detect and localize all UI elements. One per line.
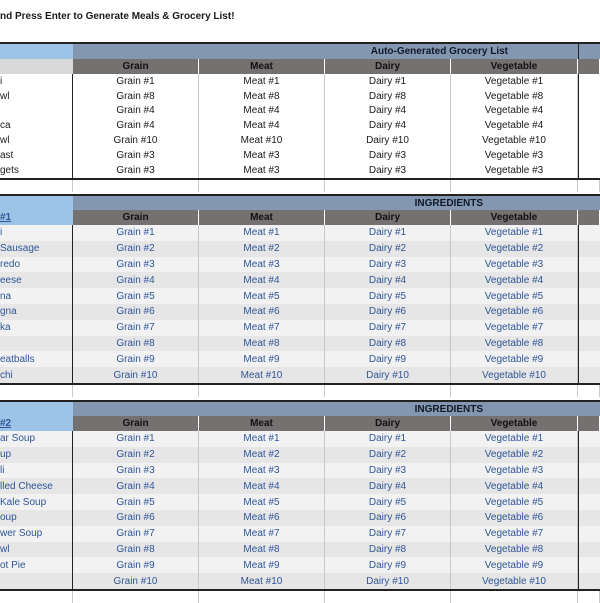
- extra-cell[interactable]: [578, 304, 600, 320]
- table-row: [0, 163, 600, 178]
- meat-cell[interactable]: Meat #1: [199, 225, 325, 241]
- grocery-corner-cell[interactable]: [0, 42, 73, 59]
- vegetable-cell[interactable]: Vegetable #6: [451, 510, 578, 526]
- dairy-cell[interactable]: Dairy #4: [325, 272, 451, 288]
- meal-name-cell[interactable]: ast: [0, 148, 73, 163]
- vegetable-cell[interactable]: Vegetable #10: [451, 573, 578, 589]
- ingredients-1-title: INGREDIENTS: [73, 194, 600, 210]
- table-row: [0, 573, 600, 589]
- table-row: [0, 526, 600, 542]
- meal-name-cell[interactable]: [0, 104, 73, 119]
- extra-cell[interactable]: [578, 241, 600, 257]
- grain-cell[interactable]: Grain #3: [73, 148, 199, 163]
- table-row: [0, 272, 600, 288]
- empty-cell[interactable]: [325, 385, 451, 397]
- meat-cell[interactable]: Meat #5: [199, 494, 325, 510]
- meat-cell[interactable]: Meat #4: [199, 272, 325, 288]
- extra-cell[interactable]: [578, 163, 600, 178]
- table-row: [0, 257, 600, 273]
- meat-cell[interactable]: Meat #1: [199, 74, 325, 89]
- vegetable-cell[interactable]: Vegetable #10: [451, 367, 578, 383]
- grain-cell[interactable]: Grain #1: [73, 225, 199, 241]
- meal-name-cell[interactable]: wl: [0, 133, 73, 148]
- col-header-dairy: Dairy: [325, 416, 451, 431]
- meal-name-cell[interactable]: [0, 336, 73, 352]
- empty-cell[interactable]: [0, 591, 73, 603]
- meal-name-cell[interactable]: i: [0, 225, 73, 241]
- grain-cell[interactable]: Grain #3: [73, 463, 199, 479]
- meal-name-cell[interactable]: ka: [0, 320, 73, 336]
- grocery-title-extra-cell[interactable]: [578, 42, 600, 59]
- empty-cell[interactable]: [578, 180, 600, 192]
- meal-name-cell[interactable]: ar Soup: [0, 431, 73, 447]
- table-row: [0, 478, 600, 494]
- empty-cell[interactable]: [73, 385, 199, 397]
- meat-cell[interactable]: Meat #8: [199, 89, 325, 104]
- empty-cell[interactable]: [578, 591, 600, 603]
- extra-cell[interactable]: [578, 526, 600, 542]
- empty-cell[interactable]: [0, 180, 73, 192]
- table-row: [0, 447, 600, 463]
- grain-cell[interactable]: Grain #9: [73, 557, 199, 573]
- grain-cell[interactable]: Grain #1: [73, 431, 199, 447]
- table-row: [0, 557, 600, 573]
- extra-cell[interactable]: [578, 351, 600, 367]
- meal-name-cell[interactable]: chi: [0, 367, 73, 383]
- meat-cell[interactable]: Meat #7: [199, 320, 325, 336]
- grain-cell[interactable]: Grain #2: [73, 447, 199, 463]
- dairy-cell[interactable]: Dairy #4: [325, 104, 451, 119]
- meal-name-cell[interactable]: wl: [0, 89, 73, 104]
- col-header-extra[interactable]: [578, 416, 600, 431]
- table-row: [0, 542, 600, 558]
- extra-cell[interactable]: [578, 118, 600, 133]
- extra-cell[interactable]: [578, 74, 600, 89]
- grain-cell[interactable]: Grain #4: [73, 478, 199, 494]
- meat-cell[interactable]: Meat #8: [199, 336, 325, 352]
- meal-name-cell[interactable]: oup: [0, 510, 73, 526]
- meal-name-cell[interactable]: Kale Soup: [0, 494, 73, 510]
- table-row: [0, 367, 600, 383]
- empty-cell[interactable]: [199, 591, 325, 603]
- table-row: [0, 320, 600, 336]
- col-header-meat: Meat: [199, 416, 325, 431]
- vegetable-cell[interactable]: Vegetable #8: [451, 542, 578, 558]
- meal-name-cell[interactable]: eatballs: [0, 351, 73, 367]
- extra-cell[interactable]: [578, 463, 600, 479]
- dairy-cell[interactable]: Dairy #6: [325, 304, 451, 320]
- table-row: [0, 431, 600, 447]
- meat-cell[interactable]: Meat #4: [199, 478, 325, 494]
- meat-cell[interactable]: Meat #9: [199, 351, 325, 367]
- meat-cell[interactable]: Meat #9: [199, 557, 325, 573]
- dairy-cell[interactable]: Dairy #2: [325, 447, 451, 463]
- dairy-cell[interactable]: Dairy #9: [325, 557, 451, 573]
- empty-cell[interactable]: [451, 591, 578, 603]
- ingredients-1-corner-cell[interactable]: [0, 194, 73, 210]
- vegetable-cell[interactable]: Vegetable #4: [451, 118, 578, 133]
- meal-name-cell[interactable]: wer Soup: [0, 526, 73, 542]
- dairy-cell[interactable]: Dairy #3: [325, 148, 451, 163]
- grain-cell[interactable]: Grain #6: [73, 510, 199, 526]
- grain-cell[interactable]: Grain #4: [73, 272, 199, 288]
- grain-cell[interactable]: Grain #3: [73, 257, 199, 273]
- meat-cell[interactable]: Meat #3: [199, 163, 325, 178]
- col-header-vegetable: Vegetable: [451, 59, 578, 74]
- vegetable-cell[interactable]: Vegetable #7: [451, 320, 578, 336]
- empty-cell[interactable]: [325, 591, 451, 603]
- extra-cell[interactable]: [578, 104, 600, 119]
- table-row: [0, 148, 600, 163]
- extra-cell[interactable]: [578, 478, 600, 494]
- meat-cell[interactable]: Meat #4: [199, 118, 325, 133]
- grain-cell[interactable]: Grain #5: [73, 288, 199, 304]
- meal-name-cell[interactable]: [0, 573, 73, 589]
- extra-cell[interactable]: [578, 573, 600, 589]
- vegetable-cell[interactable]: Vegetable #7: [451, 526, 578, 542]
- vegetable-cell[interactable]: Vegetable #1: [451, 74, 578, 89]
- col-header-grain: Grain: [73, 416, 199, 431]
- col-header-grain: Grain: [73, 210, 199, 225]
- table-row: [0, 494, 600, 510]
- table-row: [0, 225, 600, 241]
- table-row: [0, 510, 600, 526]
- extra-cell[interactable]: [578, 288, 600, 304]
- grain-cell[interactable]: Grain #6: [73, 304, 199, 320]
- grain-cell[interactable]: Grain #4: [73, 104, 199, 119]
- vegetable-cell[interactable]: Vegetable #3: [451, 463, 578, 479]
- vegetable-cell[interactable]: Vegetable #2: [451, 447, 578, 463]
- dairy-cell[interactable]: Dairy #4: [325, 478, 451, 494]
- meat-cell[interactable]: Meat #6: [199, 510, 325, 526]
- grain-cell[interactable]: Grain #10: [73, 573, 199, 589]
- dairy-cell[interactable]: Dairy #5: [325, 494, 451, 510]
- extra-cell[interactable]: [578, 89, 600, 104]
- extra-cell[interactable]: [578, 367, 600, 383]
- spacer-row: [0, 591, 600, 603]
- empty-cell[interactable]: [199, 385, 325, 397]
- vegetable-cell[interactable]: Vegetable #4: [451, 104, 578, 119]
- grain-cell[interactable]: Grain #8: [73, 89, 199, 104]
- extra-cell[interactable]: [578, 447, 600, 463]
- empty-cell[interactable]: [73, 180, 199, 192]
- meat-cell[interactable]: Meat #10: [199, 573, 325, 589]
- dairy-cell[interactable]: Dairy #1: [325, 74, 451, 89]
- empty-cell[interactable]: [451, 385, 578, 397]
- table-row: [0, 304, 600, 320]
- extra-cell[interactable]: [578, 133, 600, 148]
- meal-name-cell[interactable]: li: [0, 463, 73, 479]
- dairy-cell[interactable]: Dairy #3: [325, 163, 451, 178]
- dairy-cell[interactable]: Dairy #1: [325, 431, 451, 447]
- table-row: [0, 463, 600, 479]
- col-header-dairy: Dairy: [325, 210, 451, 225]
- grain-cell[interactable]: Grain #10: [73, 133, 199, 148]
- meat-cell[interactable]: Meat #5: [199, 288, 325, 304]
- col-header-vegetable: Vegetable: [451, 210, 578, 225]
- empty-cell[interactable]: [199, 180, 325, 192]
- ingredients-2-title: INGREDIENTS: [73, 400, 600, 416]
- ingredients-1-label[interactable]: #1: [0, 210, 73, 225]
- ingredients-2-corner-cell[interactable]: [0, 400, 73, 416]
- meal-name-cell[interactable]: na: [0, 288, 73, 304]
- extra-cell[interactable]: [578, 320, 600, 336]
- grain-cell[interactable]: Grain #2: [73, 241, 199, 257]
- dairy-cell[interactable]: Dairy #9: [325, 351, 451, 367]
- extra-cell[interactable]: [578, 557, 600, 573]
- extra-cell[interactable]: [578, 272, 600, 288]
- meat-cell[interactable]: Meat #10: [199, 133, 325, 148]
- extra-cell[interactable]: [578, 257, 600, 273]
- meal-name-cell[interactable]: eese: [0, 272, 73, 288]
- table-row: [0, 288, 600, 304]
- grain-cell[interactable]: Grain #7: [73, 320, 199, 336]
- meal-name-cell[interactable]: gna: [0, 304, 73, 320]
- extra-cell[interactable]: [578, 510, 600, 526]
- meat-cell[interactable]: Meat #10: [199, 367, 325, 383]
- vegetable-cell[interactable]: Vegetable #1: [451, 225, 578, 241]
- meat-cell[interactable]: Meat #1: [199, 431, 325, 447]
- vegetable-cell[interactable]: Vegetable #8: [451, 336, 578, 352]
- vegetable-cell[interactable]: Vegetable #4: [451, 272, 578, 288]
- empty-cell[interactable]: [578, 385, 600, 397]
- dairy-cell[interactable]: Dairy #1: [325, 225, 451, 241]
- table-row: [0, 241, 600, 257]
- spacer-row: [0, 385, 600, 397]
- extra-cell[interactable]: [578, 431, 600, 447]
- table-row: [0, 133, 600, 148]
- table-row: [0, 336, 600, 352]
- dairy-cell[interactable]: Dairy #7: [325, 320, 451, 336]
- dairy-cell[interactable]: Dairy #2: [325, 241, 451, 257]
- spacer-row: [0, 180, 600, 192]
- meal-name-cell[interactable]: i: [0, 74, 73, 89]
- extra-cell[interactable]: [578, 494, 600, 510]
- col-header-vegetable: Vegetable: [451, 416, 578, 431]
- empty-cell[interactable]: [451, 180, 578, 192]
- dairy-cell[interactable]: Dairy #10: [325, 367, 451, 383]
- vegetable-cell[interactable]: Vegetable #2: [451, 241, 578, 257]
- meat-cell[interactable]: Meat #6: [199, 304, 325, 320]
- vegetable-cell[interactable]: Vegetable #1: [451, 431, 578, 447]
- table-row: [0, 351, 600, 367]
- grain-cell[interactable]: Grain #7: [73, 526, 199, 542]
- meat-cell[interactable]: Meat #2: [199, 241, 325, 257]
- dairy-cell[interactable]: Dairy #8: [325, 89, 451, 104]
- instruction-text: nd Press Enter to Generate Meals & Grocery List!: [0, 11, 235, 22]
- meat-cell[interactable]: Meat #4: [199, 104, 325, 119]
- dairy-cell[interactable]: Dairy #3: [325, 257, 451, 273]
- grocery-title: Auto-Generated Grocery List: [73, 42, 578, 59]
- col-header-grain: Grain: [73, 59, 199, 74]
- meat-cell[interactable]: Meat #8: [199, 542, 325, 558]
- dairy-cell[interactable]: Dairy #8: [325, 336, 451, 352]
- empty-cell[interactable]: [73, 591, 199, 603]
- meal-name-cell[interactable]: Sausage: [0, 241, 73, 257]
- table-row: [0, 118, 600, 133]
- grain-cell[interactable]: Grain #8: [73, 542, 199, 558]
- vegetable-cell[interactable]: Vegetable #9: [451, 351, 578, 367]
- meal-name-cell[interactable]: redo: [0, 257, 73, 273]
- meal-name-cell[interactable]: wl: [0, 542, 73, 558]
- ingredients-2-label[interactable]: #2: [0, 416, 73, 431]
- grain-cell[interactable]: Grain #3: [73, 163, 199, 178]
- grain-cell[interactable]: Grain #8: [73, 336, 199, 352]
- dairy-cell[interactable]: Dairy #4: [325, 118, 451, 133]
- grain-cell[interactable]: Grain #5: [73, 494, 199, 510]
- meat-cell[interactable]: Meat #3: [199, 257, 325, 273]
- dairy-cell[interactable]: Dairy #6: [325, 510, 451, 526]
- dairy-cell[interactable]: Dairy #7: [325, 526, 451, 542]
- extra-cell[interactable]: [578, 148, 600, 163]
- meat-cell[interactable]: Meat #3: [199, 148, 325, 163]
- grain-cell[interactable]: Grain #1: [73, 74, 199, 89]
- meal-name-cell[interactable]: ca: [0, 118, 73, 133]
- vegetable-cell[interactable]: Vegetable #10: [451, 133, 578, 148]
- dairy-cell[interactable]: Dairy #10: [325, 133, 451, 148]
- vegetable-cell[interactable]: Vegetable #5: [451, 288, 578, 304]
- col-header-extra[interactable]: [578, 59, 600, 74]
- vegetable-cell[interactable]: Vegetable #3: [451, 148, 578, 163]
- dairy-cell[interactable]: Dairy #3: [325, 463, 451, 479]
- empty-cell[interactable]: [0, 385, 73, 397]
- dairy-cell[interactable]: Dairy #8: [325, 542, 451, 558]
- vegetable-cell[interactable]: Vegetable #5: [451, 494, 578, 510]
- table-row: [0, 89, 600, 104]
- meal-name-cell[interactable]: ot Pie: [0, 557, 73, 573]
- col-header-extra[interactable]: [578, 210, 600, 225]
- table-row: [0, 74, 600, 89]
- meat-cell[interactable]: Meat #3: [199, 463, 325, 479]
- empty-cell[interactable]: [325, 180, 451, 192]
- col-header-meat: Meat: [199, 210, 325, 225]
- vegetable-cell[interactable]: Vegetable #9: [451, 557, 578, 573]
- meat-cell[interactable]: Meat #7: [199, 526, 325, 542]
- vegetable-cell[interactable]: Vegetable #6: [451, 304, 578, 320]
- meal-name-cell[interactable]: gets: [0, 163, 73, 178]
- table-row: [0, 104, 600, 119]
- dairy-cell[interactable]: Dairy #5: [325, 288, 451, 304]
- grain-cell[interactable]: Grain #9: [73, 351, 199, 367]
- meat-cell[interactable]: Meat #2: [199, 447, 325, 463]
- extra-cell[interactable]: [578, 542, 600, 558]
- extra-cell[interactable]: [578, 225, 600, 241]
- vegetable-cell[interactable]: Vegetable #8: [451, 89, 578, 104]
- vegetable-cell[interactable]: Vegetable #3: [451, 163, 578, 178]
- col-header-dairy: Dairy: [325, 59, 451, 74]
- meal-name-cell[interactable]: lled Cheese: [0, 478, 73, 494]
- vegetable-cell[interactable]: Vegetable #3: [451, 257, 578, 273]
- dairy-cell[interactable]: Dairy #10: [325, 573, 451, 589]
- grain-cell[interactable]: Grain #10: [73, 367, 199, 383]
- extra-cell[interactable]: [578, 336, 600, 352]
- grain-cell[interactable]: Grain #4: [73, 118, 199, 133]
- col-header-meat: Meat: [199, 59, 325, 74]
- grocery-meal-header-cell[interactable]: [0, 59, 73, 74]
- meal-name-cell[interactable]: up: [0, 447, 73, 463]
- vegetable-cell[interactable]: Vegetable #4: [451, 478, 578, 494]
